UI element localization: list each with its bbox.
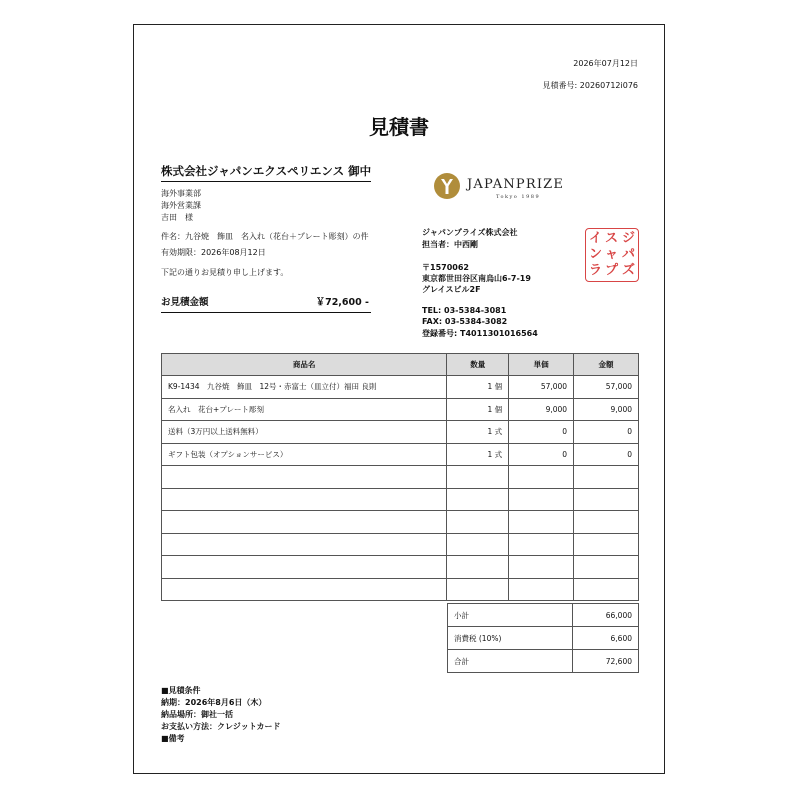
seal-char: プ <box>605 263 619 278</box>
table-row <box>162 376 639 399</box>
cell-amount <box>574 511 639 534</box>
cell-product <box>162 578 447 601</box>
cell-quantity: 1 式 <box>447 421 509 444</box>
company-zip: 〒1570062 <box>422 263 469 272</box>
cell-product <box>162 511 447 534</box>
table-row <box>162 466 639 489</box>
cell-unit-price <box>509 466 574 489</box>
cell-unit-price: 0 <box>509 443 574 466</box>
total-value: 72,600 <box>573 650 639 673</box>
client-dept-2: 海外営業課 <box>161 201 201 210</box>
company-address-1: 東京都世田谷区南烏山6-7-19 <box>422 274 531 283</box>
delivery-place: 納品場所：御社一括 <box>161 710 233 719</box>
company-address-2: グレイスビル2F <box>422 285 481 294</box>
cell-unit-price <box>509 578 574 601</box>
table-header-row <box>162 354 639 376</box>
cell-amount <box>574 578 639 601</box>
company-fax: FAX: 03-5384-3082 <box>422 317 508 326</box>
seal-char: ス <box>605 231 619 246</box>
cell-amount: 57,000 <box>574 376 639 399</box>
seal-char: パ <box>622 247 636 262</box>
estimate-note: 下記の通りお見積り申し上げます。 <box>161 268 289 277</box>
company-seal-stamp <box>585 228 639 282</box>
summary-row-tax <box>448 627 639 650</box>
cell-quantity: 1 個 <box>447 398 509 421</box>
cell-product: 名入れ 花台+プレート彫刻 <box>162 398 447 421</box>
notes-heading: ■備考 <box>161 734 185 743</box>
estimate-number: 見積番号: 20260712i076 <box>542 81 638 90</box>
client-name: 株式会社ジャパンエクスペリエンス 御中 <box>161 163 371 182</box>
issue-date: 2026年07月12日 <box>573 59 638 68</box>
estimate-total-label: お見積金額 <box>161 297 209 308</box>
estimate-document <box>133 24 665 774</box>
header-quantity: 数量 <box>447 354 509 376</box>
cell-amount: 0 <box>574 421 639 444</box>
cell-unit-price <box>509 511 574 534</box>
validity-date: 有効期限：2026年08月12日 <box>161 248 266 257</box>
cell-quantity <box>447 466 509 489</box>
conditions-heading: ■見積条件 <box>161 686 201 695</box>
summary-table <box>447 603 639 673</box>
estimate-total-amount: ￥72,600 - <box>315 297 369 308</box>
header-amount: 金額 <box>574 354 639 376</box>
cell-quantity <box>447 533 509 556</box>
seal-char: ズ <box>622 263 636 278</box>
cell-quantity: 1 式 <box>447 443 509 466</box>
table-row <box>162 398 639 421</box>
summary-row-subtotal <box>448 604 639 627</box>
subtotal-value: 66,000 <box>573 604 639 627</box>
header-product-name: 商品名 <box>162 354 447 376</box>
cell-amount <box>574 533 639 556</box>
subject-line: 件名：九谷焼 飾皿 名入れ（花台＋プレート彫刻）の件 <box>161 232 369 241</box>
cell-amount <box>574 466 639 489</box>
cell-product: K9-1434 九谷焼 飾皿 12号・赤富士（皿立付）福田 良則 <box>162 376 447 399</box>
cell-amount <box>574 556 639 579</box>
cell-unit-price: 9,000 <box>509 398 574 421</box>
table-row <box>162 443 639 466</box>
cell-quantity: 1 個 <box>447 376 509 399</box>
trophy-icon <box>434 173 460 199</box>
company-registration: 登録番号: T4011301016564 <box>422 329 538 338</box>
company-name: ジャパンプライズ株式会社 <box>422 228 518 237</box>
cell-product: ギフト包装（オプションサービス） <box>162 443 447 466</box>
table-row <box>162 421 639 444</box>
tax-value: 6,600 <box>573 627 639 650</box>
logo-sub: Tokyo 1989 <box>496 194 541 200</box>
table-row <box>162 533 639 556</box>
summary-row-total <box>448 650 639 673</box>
cell-quantity <box>447 511 509 534</box>
cell-quantity <box>447 488 509 511</box>
total-label: 合計 <box>448 650 573 673</box>
cell-amount: 0 <box>574 443 639 466</box>
seal-char: ャ <box>605 247 619 262</box>
cell-product <box>162 556 447 579</box>
items-table <box>161 353 639 601</box>
table-row <box>162 578 639 601</box>
cell-product <box>162 533 447 556</box>
table-row <box>162 488 639 511</box>
cell-unit-price <box>509 488 574 511</box>
logo-name: JAPANPRIZE <box>467 177 565 192</box>
cell-product <box>162 488 447 511</box>
cell-unit-price: 0 <box>509 421 574 444</box>
estimate-total <box>161 294 371 313</box>
delivery-date: 納期：2026年8月6日（木） <box>161 698 267 707</box>
document-title: 見積書 <box>369 115 429 139</box>
cell-amount: 9,000 <box>574 398 639 421</box>
cell-amount <box>574 488 639 511</box>
cell-unit-price <box>509 533 574 556</box>
cell-unit-price: 57,000 <box>509 376 574 399</box>
cell-unit-price <box>509 556 574 579</box>
company-tel: TEL: 03-5384-3081 <box>422 306 507 315</box>
seal-char: ジ <box>622 231 636 246</box>
cell-quantity <box>447 578 509 601</box>
seal-char: ラ <box>589 263 603 278</box>
cell-product <box>162 466 447 489</box>
seal-char: ン <box>589 247 603 262</box>
subtotal-label: 小計 <box>448 604 573 627</box>
header-unit-price: 単価 <box>509 354 574 376</box>
tax-label: 消費税 (10%) <box>448 627 573 650</box>
client-dept-1: 海外事業部 <box>161 189 201 198</box>
company-rep: 担当者：中西剛 <box>422 240 478 249</box>
table-row <box>162 556 639 579</box>
cell-product: 送料（3万円以上送料無料） <box>162 421 447 444</box>
client-person: 吉田 様 <box>161 213 193 222</box>
seal-char: イ <box>589 231 603 246</box>
payment-method: お支払い方法：クレジットカード <box>161 722 281 731</box>
table-row <box>162 511 639 534</box>
cell-quantity <box>447 556 509 579</box>
